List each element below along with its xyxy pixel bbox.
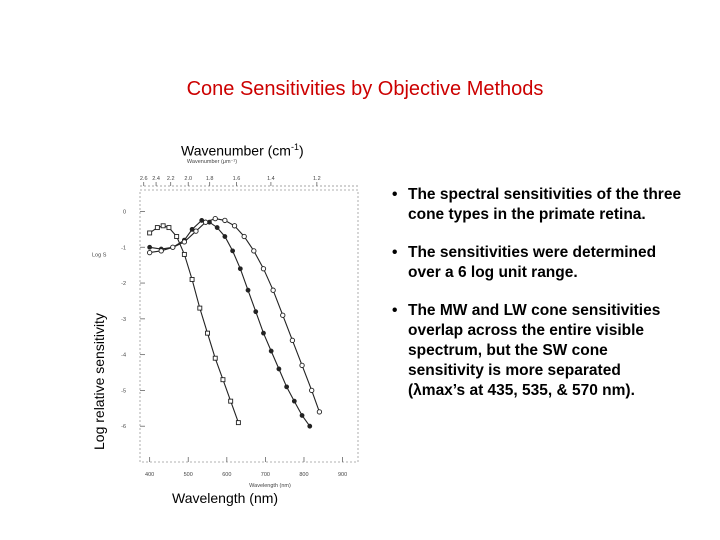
inner-y-label: Log S <box>92 252 107 259</box>
x2-tick-label: 2.2 <box>166 176 175 182</box>
bullet-text: The MW and LW cone sensitivities overlap across the entire visible spectrum, but the SW cone sensitivity is more separated (λmax’s at 435, 535, & 570 nm). <box>408 302 661 399</box>
data-point-mw <box>308 424 312 428</box>
bullet-text: The sensitivities were determined over a 6 log unit range. <box>408 244 657 281</box>
wavenumber-label: Wavenumber $(cm^{-1})$ <box>181 142 304 159</box>
data-point-sw <box>155 226 159 230</box>
y-tick-label: -4 <box>121 352 126 359</box>
series-line-0 <box>150 226 239 423</box>
y-tick-label: -6 <box>121 424 126 431</box>
x2-tick-label: 1.6 <box>232 176 241 182</box>
data-point-sw <box>221 378 225 382</box>
bullet-symbol: • <box>392 186 398 203</box>
y-tick-label: 0 <box>122 209 126 216</box>
page-title: Cone Sensitivities by Objective Methods <box>186 78 544 100</box>
bullet-item <box>392 243 682 283</box>
data-point-mw <box>223 234 227 238</box>
data-point-lw <box>147 250 151 254</box>
data-point-lw <box>203 220 207 224</box>
bullet-list <box>392 185 682 419</box>
data-point-sw <box>167 226 171 230</box>
data-point-mw <box>285 385 289 389</box>
y-tick-label: -2 <box>121 281 126 288</box>
x-tick-label: 700 <box>260 472 270 478</box>
data-point-sw <box>229 399 233 403</box>
x-tick-label: 800 <box>299 472 309 478</box>
y-tick-label: -3 <box>121 316 126 323</box>
data-point-mw <box>261 331 265 335</box>
data-point-mw <box>277 367 281 371</box>
data-point-sw <box>213 356 217 360</box>
bullet-text: The spectral sensitivities of the three cone types in the primate retina. <box>408 186 682 223</box>
data-point-mw <box>231 249 235 253</box>
data-point-lw <box>309 388 313 392</box>
data-point-mw <box>246 288 250 292</box>
data-point-lw <box>271 288 275 292</box>
data-point-sw <box>175 235 179 239</box>
data-point-lw <box>300 363 304 367</box>
x2-tick-label: 2.6 <box>139 176 148 182</box>
data-point-sw <box>236 421 240 425</box>
bullet-symbol: • <box>392 302 398 319</box>
data-point-lw <box>171 245 175 249</box>
data-point-sw <box>161 224 165 228</box>
x-axis-label: Wavelength (nm) <box>172 490 279 506</box>
y-axis-label: Log relative sensitivity <box>91 313 107 450</box>
y-tick-label: -1 <box>121 245 126 252</box>
data-point-lw <box>194 229 198 233</box>
bullet-item <box>392 185 682 225</box>
data-point-lw <box>213 216 217 220</box>
data-point-lw <box>290 338 294 342</box>
data-point-lw <box>281 313 285 317</box>
y-tick-label: -5 <box>121 388 126 395</box>
data-point-mw <box>292 399 296 403</box>
x2-tick-label: 1.8 <box>205 176 214 182</box>
data-point-sw <box>198 306 202 310</box>
plot-frame <box>140 190 358 462</box>
bullet-symbol: • <box>392 244 398 261</box>
data-point-lw <box>182 240 186 244</box>
data-point-lw <box>232 224 236 228</box>
data-point-mw <box>300 413 304 417</box>
x2-tick-label: 1.4 <box>267 176 275 182</box>
data-point-lw <box>159 249 163 253</box>
x-tick-label: 500 <box>183 472 193 478</box>
data-point-sw <box>190 277 194 281</box>
data-point-sw <box>206 331 210 335</box>
data-point-mw <box>254 310 258 314</box>
x2-tick-label: 2.4 <box>152 176 160 182</box>
x-tick-label: 600 <box>222 472 232 478</box>
x2-tick-label: 1.2 <box>313 176 321 182</box>
inner-x-label: Wavelength (nm) <box>249 483 291 489</box>
inner-x2-label: Wavenumber (μm⁻¹) <box>186 159 238 165</box>
data-point-lw <box>261 267 265 271</box>
data-point-lw <box>317 410 321 414</box>
data-point-mw <box>238 267 242 271</box>
data-point-lw <box>252 249 256 253</box>
x-tick-label: 400 <box>145 472 155 478</box>
x-tick-label: 900 <box>337 472 348 478</box>
x2-tick-label: 2.0 <box>184 176 193 182</box>
data-point-lw <box>223 218 227 222</box>
data-point-mw <box>215 225 219 229</box>
data-point-sw <box>148 231 152 235</box>
bullet-item <box>392 301 682 401</box>
data-point-sw <box>182 252 186 256</box>
data-point-mw <box>269 349 273 353</box>
data-point-lw <box>242 234 246 238</box>
data-point-mw <box>148 245 152 249</box>
